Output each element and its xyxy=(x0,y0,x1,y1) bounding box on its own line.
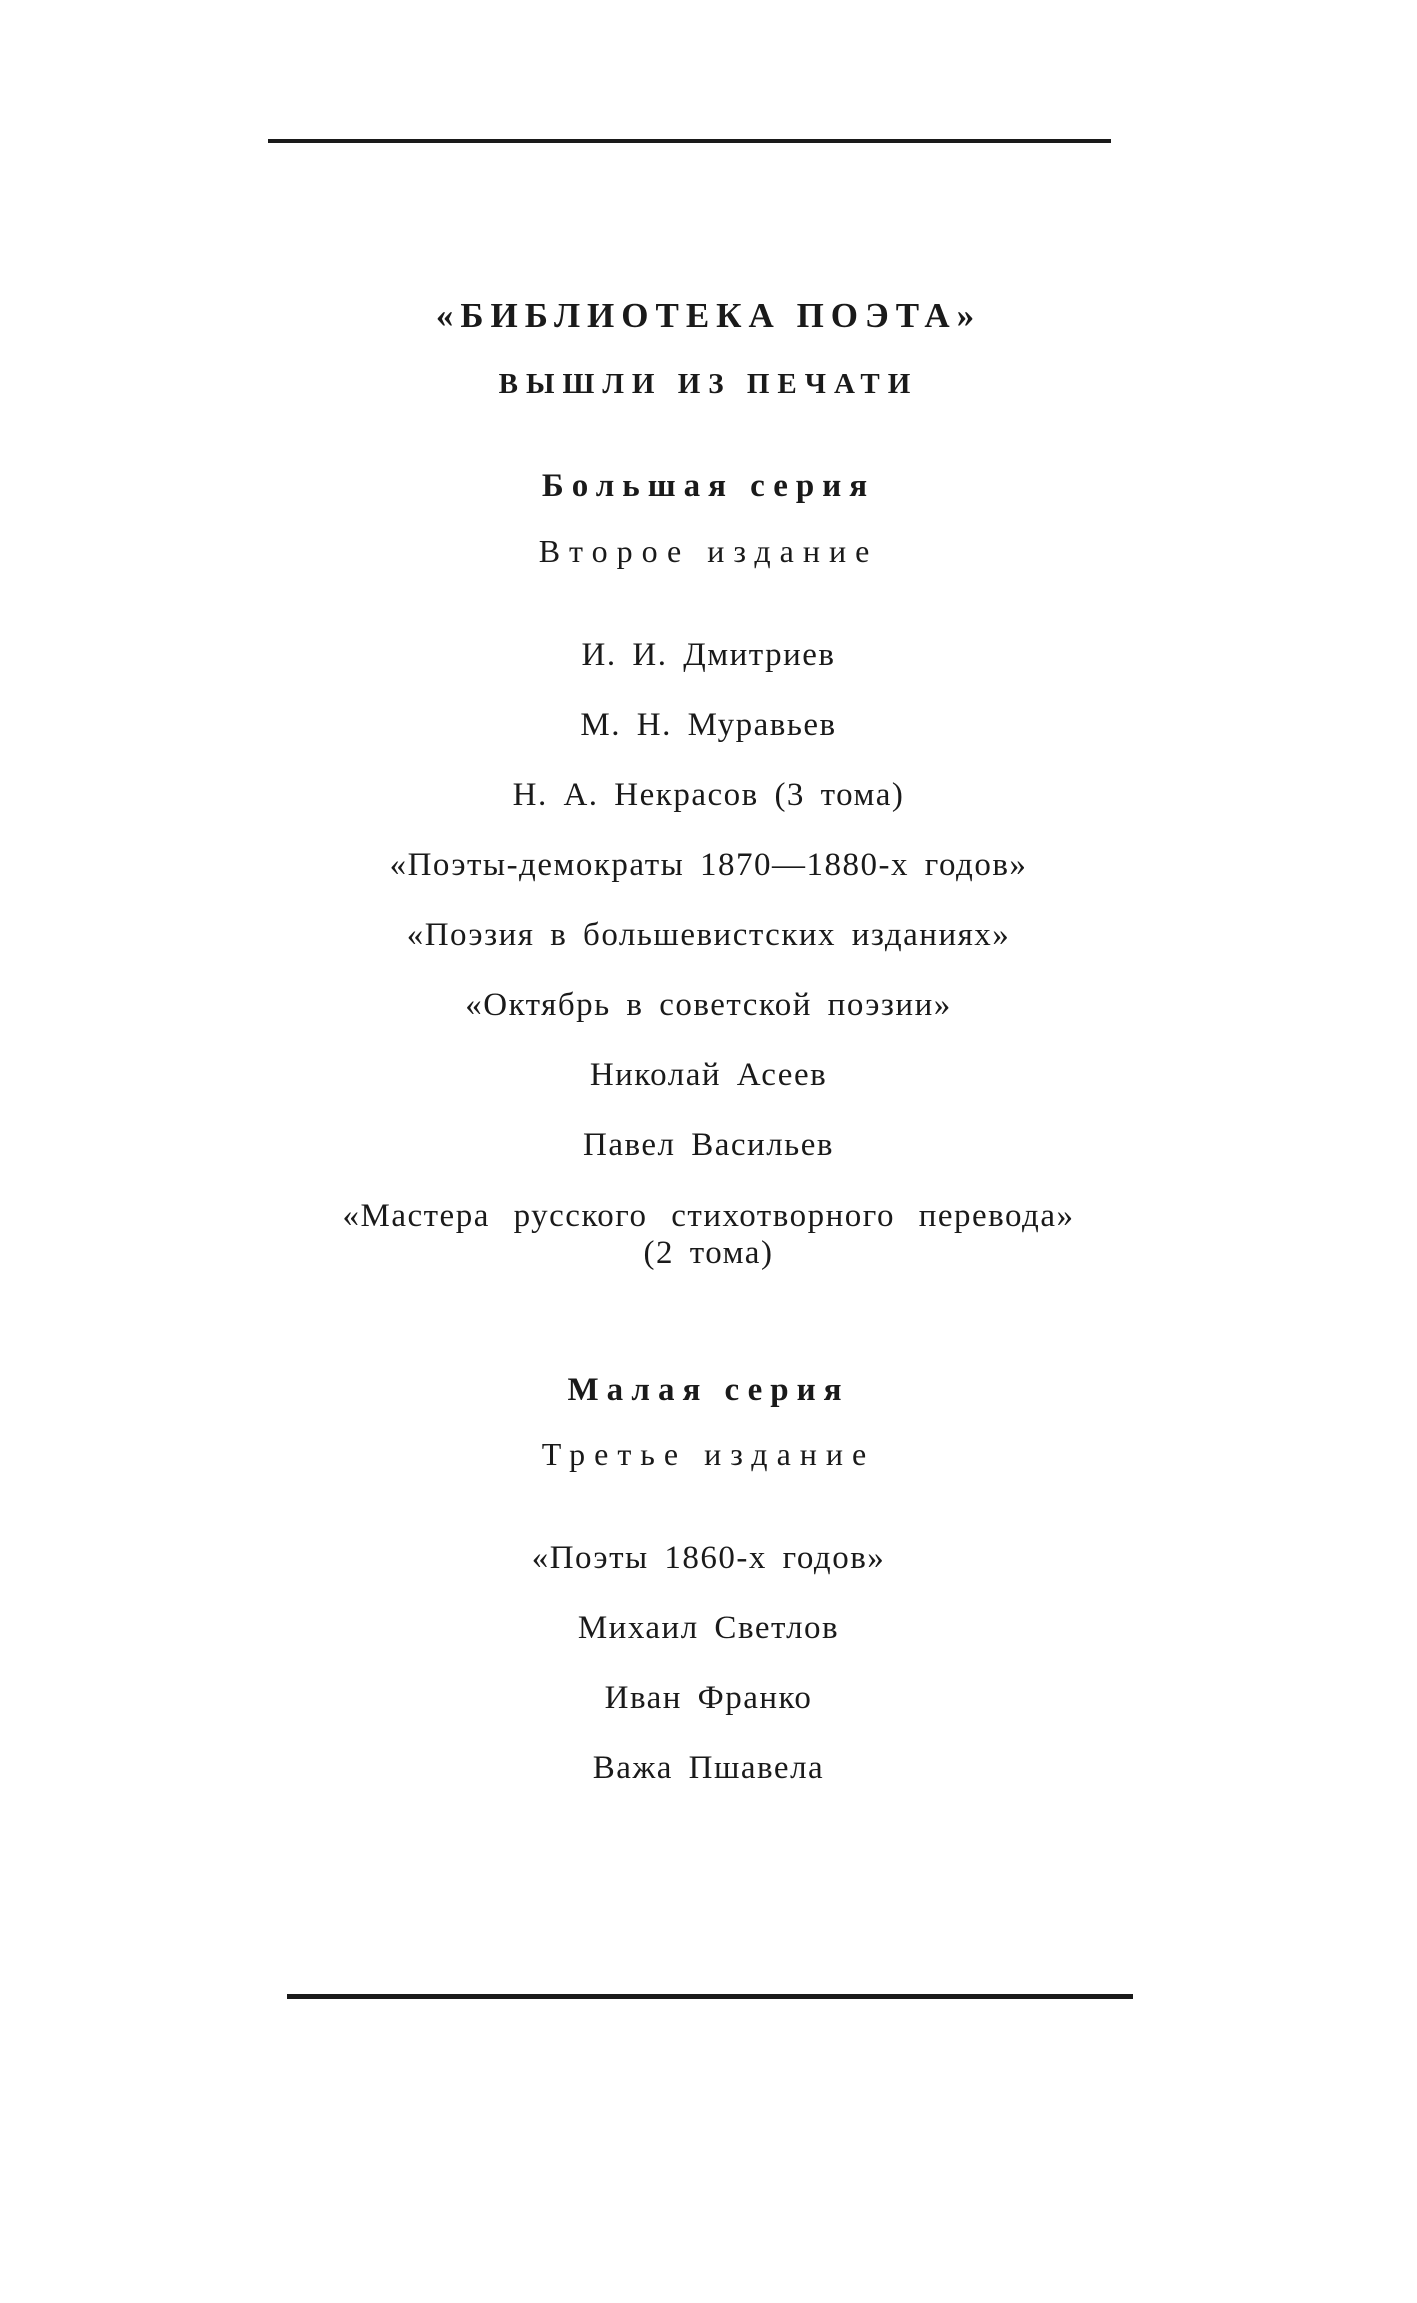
list-item: «Поэты-демократы 1870—1880-х годов» xyxy=(389,847,1028,883)
list-item: «Поэты 1860-х годов» xyxy=(531,1540,886,1576)
top-rule xyxy=(268,139,1111,143)
list-item: Важа Пшавела xyxy=(592,1750,825,1786)
list-item: «Октябрь в советской поэзии» xyxy=(465,987,952,1023)
large-series-edition: Второе издание xyxy=(538,533,879,569)
small-series-heading: Малая серия xyxy=(567,1372,850,1408)
list-item: И. И. Дмитриев xyxy=(581,637,836,673)
published-subtitle: ВЫШЛИ ИЗ ПЕЧАТИ xyxy=(498,368,919,400)
list-item: Николай Асеев xyxy=(589,1057,828,1093)
list-item: Иван Франко xyxy=(604,1680,813,1716)
list-item: Н. А. Некрасов (3 тома) xyxy=(512,777,905,813)
list-item: Павел Васильев xyxy=(583,1127,834,1163)
bottom-rule xyxy=(287,1994,1133,1999)
list-item: М. Н. Муравьев xyxy=(580,707,837,743)
list-item: «Поэзия в большевистских изданиях» xyxy=(406,917,1011,953)
small-series-edition: Третье издание xyxy=(541,1436,876,1472)
series-title: «БИБЛИОТЕКА ПОЭТА» xyxy=(435,296,982,335)
list-item: Михаил Светлов xyxy=(577,1610,840,1646)
list-item-continuation: (2 тома) xyxy=(643,1235,774,1271)
large-series-heading: Большая серия xyxy=(541,468,876,504)
list-item: «Мастера русского стихотворного перевода» xyxy=(342,1198,1075,1234)
